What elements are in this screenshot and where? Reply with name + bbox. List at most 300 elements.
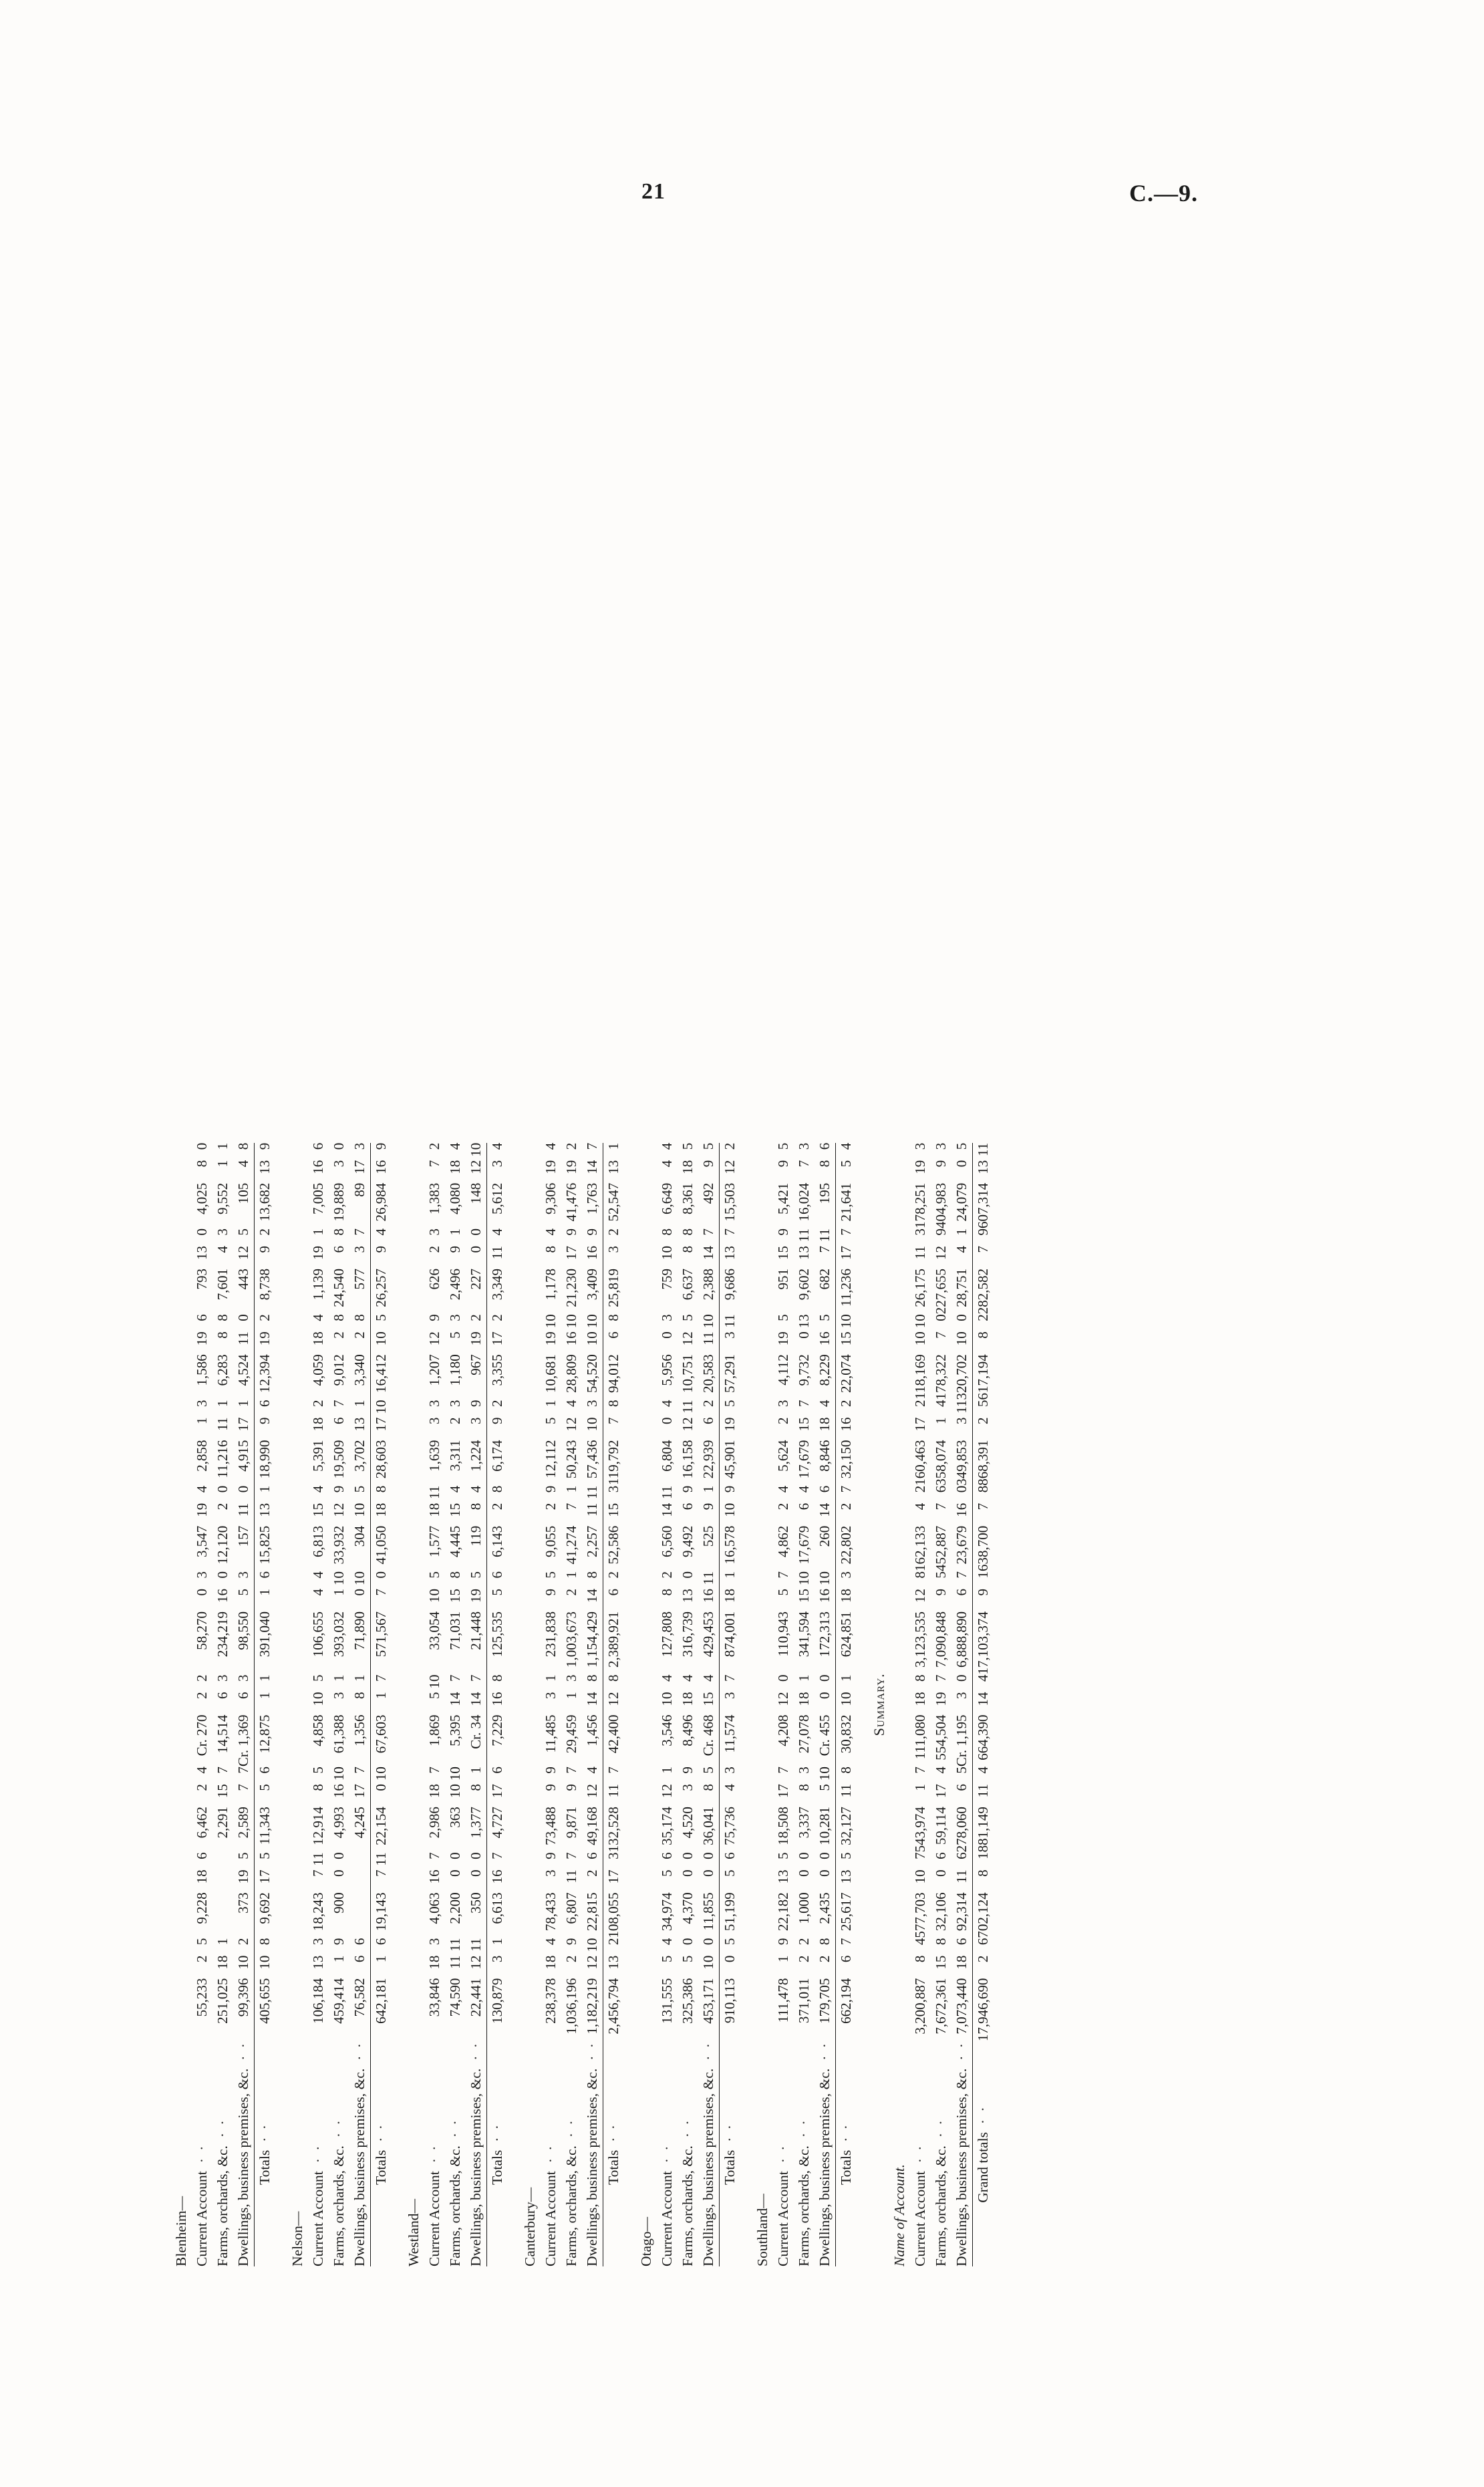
- tot2-c9-shillings: 11: [486, 1246, 508, 1269]
- tot1-c8-pounds: 16,412: [370, 1354, 392, 1400]
- r4-1-c3-pounds: 4,520: [679, 1806, 696, 1838]
- grand-c5-shillings: 9: [972, 1589, 994, 1611]
- r2-0-c9-shillings: 2: [426, 1245, 442, 1253]
- tot5-c4-pounds: 30,832: [835, 1714, 857, 1766]
- r1-1-c5-pounds: 393,032: [330, 1611, 347, 1657]
- r3-1-c9-shillings: 17: [563, 1245, 579, 1260]
- grand-c5-pounds: 17,103,374: [972, 1611, 994, 1675]
- tot0-c5-pounds: 391,040: [254, 1611, 275, 1675]
- r2-2-c5-pence: 5: [467, 1571, 484, 1578]
- district-heading-pad: [171, 1142, 192, 2041]
- sum0-c1-pounds: 3,200,887: [911, 1978, 928, 2035]
- district-heading: Canterbury—: [521, 2187, 538, 2266]
- r2-0-c2-pence: 7: [426, 1851, 442, 1859]
- r5-0-c5-pence: 7: [774, 1571, 791, 1578]
- sum0-c5-pence: 8: [911, 1571, 928, 1578]
- tot3-c1-pounds: 2,456,794: [603, 1978, 624, 2041]
- sum2-c6-shillings: 16: [953, 1502, 970, 1517]
- r1-0-c9-pence: 1: [309, 1228, 326, 1235]
- tot4-c6-shillings: 10: [719, 1502, 740, 1525]
- r1-0-c9-pounds: 1,139: [309, 1268, 326, 1300]
- r5-0-c3-pounds: 18,508: [774, 1806, 791, 1845]
- sum0-c7-shillings: 17: [911, 1417, 928, 1431]
- tot0-c6-pounds: 15,825: [254, 1525, 275, 1571]
- r2-2-c10-shillings: 12: [467, 1160, 484, 1174]
- sum2-c3-pounds: 278,060: [953, 1806, 970, 1852]
- r5-2-c7-pence: 4: [816, 1400, 833, 1407]
- grand-c8-pence: 2: [972, 1314, 994, 1331]
- r3-0-c5-pence: 5: [542, 1571, 559, 1578]
- r2-2-c8-shillings: 19: [467, 1331, 484, 1345]
- tot4-c5-pounds: 874,001: [719, 1611, 740, 1675]
- r5-1-c6-shillings: 6: [795, 1502, 812, 1510]
- r3-1-c10-shillings: 19: [563, 1160, 579, 1174]
- r3-2-c9-shillings: 16: [583, 1245, 600, 1260]
- r5-1-c8-shillings: 0: [795, 1331, 812, 1339]
- tot5-c3-pounds: 32,127: [835, 1807, 857, 1852]
- r0-1-c7-pounds: 11,216: [214, 1440, 231, 1478]
- r4-0-c4-pence: 4: [658, 1674, 675, 1682]
- tot0-c3-pence: 6: [254, 1766, 275, 1784]
- r0-2-c10-pounds: 105: [235, 1182, 251, 1204]
- grand-c2-pounds: 702,124: [972, 1892, 994, 1938]
- tot0-c6-shillings: 13: [254, 1502, 275, 1525]
- sum0-c2-shillings: 10: [911, 1869, 928, 1883]
- sum1-c10-shillings: 9: [932, 1160, 949, 1167]
- r2-0-c4-pence: 10: [426, 1674, 442, 1688]
- sum1-c8-pounds: 178,322: [932, 1353, 949, 1400]
- r0-2-c3-pounds: 2,589: [235, 1806, 251, 1838]
- sum2-c1-pence: 6: [953, 1938, 970, 1945]
- sum1-c1-shillings: 15: [932, 1955, 949, 1970]
- r3-2-c1-shillings: 12: [583, 1955, 600, 1970]
- tot1-c9-pounds: 26,257: [370, 1269, 392, 1314]
- r5-2-c3-shillings: 5: [816, 1783, 833, 1791]
- tot0-c8-shillings: 19: [254, 1331, 275, 1354]
- tot4-c7-shillings: 19: [719, 1417, 740, 1440]
- tot0-c2-pence: 5: [254, 1852, 275, 1869]
- r4-0-c9-shillings: 10: [658, 1245, 675, 1260]
- tot0-c9-pence: 2: [254, 1228, 275, 1246]
- sum1-c3-shillings: 17: [932, 1783, 949, 1798]
- r2-0-c1-shillings: 18: [426, 1955, 442, 1970]
- r0-0-c7-pounds: 2,858: [193, 1440, 210, 1472]
- r4-1-c10-shillings: 18: [679, 1160, 696, 1174]
- r1-1-c8-pounds: 9,012: [330, 1353, 347, 1386]
- r1-0-c2-pounds: 18,243: [309, 1891, 326, 1931]
- r2-0-c5-pence: 5: [426, 1571, 442, 1578]
- r0-1-c10-shillings: 1: [214, 1160, 231, 1167]
- r5-2-c1-pounds: 179,705: [816, 1978, 833, 2024]
- tot3-c3-pounds: 132,528: [603, 1807, 624, 1852]
- sum2-c4-pounds: Cr. 1,195: [953, 1714, 970, 1766]
- r4-1-c5-pounds: 316,739: [679, 1611, 696, 1657]
- r5-2-c3-pence: 10: [816, 1766, 833, 1781]
- r3-2-c4-pounds: 1,456: [583, 1714, 600, 1746]
- row-label: Dwellings, business premises, &c.· ·: [700, 2041, 716, 2266]
- r2-0-c10-pounds: 1,383: [426, 1182, 442, 1214]
- r2-0-c7-pence: 3: [426, 1400, 442, 1407]
- tot5-c1-pounds: 662,194: [835, 1978, 857, 2041]
- r5-0-c8-pounds: 4,112: [774, 1353, 791, 1386]
- tot0-c7-shillings: 9: [254, 1417, 275, 1440]
- r5-0-c8-pence: 5: [774, 1313, 791, 1321]
- r4-2-c10-pounds: 492: [700, 1182, 716, 1204]
- r2-1-c2-pence: 0: [446, 1851, 463, 1859]
- r2-1-c1-shillings: 11: [446, 1955, 463, 1969]
- r1-2-c2-shillings: [349, 1869, 371, 1892]
- r5-0-c7-pence: 3: [774, 1400, 791, 1407]
- r5-1-c4-pounds: 27,078: [795, 1714, 812, 1753]
- tot1-c2-shillings: 7: [370, 1869, 392, 1892]
- r0-2-c8-shillings: 11: [235, 1331, 251, 1345]
- tot5-c7-shillings: 16: [835, 1417, 857, 1440]
- r5-2-c2-shillings: 0: [816, 1869, 833, 1877]
- grand-c4-pence: 4: [972, 1674, 994, 1692]
- r5-0-c1-pounds: 111,478: [774, 1978, 791, 2022]
- grand-c8-shillings: 8: [972, 1331, 994, 1354]
- r2-0-c5-shillings: 10: [426, 1588, 442, 1603]
- sum1-c8-shillings: 7: [932, 1331, 949, 1339]
- r0-2-c9-pounds: 443: [235, 1268, 251, 1289]
- r2-0-c10-pence: 2: [426, 1142, 442, 1150]
- r4-2-c9-pence: 7: [700, 1228, 716, 1235]
- row-spacer: [392, 1142, 404, 2266]
- r5-0-c4-pounds: 4,208: [774, 1714, 791, 1746]
- tot4-c1-pence: 5: [719, 1938, 740, 1955]
- r1-2-c4-pence: 1: [351, 1674, 367, 1682]
- r0-0-c4-pounds: Cr. 270: [193, 1714, 210, 1756]
- tot5-c2-pence: 5: [835, 1852, 857, 1869]
- r4-0-c5-shillings: 8: [658, 1588, 675, 1595]
- r1-2-c6-shillings: 10: [351, 1502, 367, 1517]
- r2-0-c7-shillings: 3: [426, 1417, 442, 1424]
- r2-0-c3-pounds: 2,986: [426, 1806, 442, 1838]
- tot5-c5-pounds: 624,851: [835, 1611, 857, 1675]
- r1-1-c5-shillings: 1: [330, 1588, 347, 1595]
- r4-0-c4-pounds: 3,546: [658, 1714, 675, 1746]
- r1-0-c2-shillings: 7: [309, 1869, 326, 1877]
- r0-1-c9-pence: 3: [214, 1228, 231, 1235]
- r1-2-c9-shillings: 3: [351, 1245, 367, 1253]
- r1-0-c6-shillings: 15: [309, 1502, 326, 1517]
- r3-1-c6-pounds: 41,274: [563, 1525, 579, 1564]
- sum0-c8-shillings: 10: [911, 1331, 928, 1345]
- row-label: Farms, orchards, &c.· ·: [563, 2117, 579, 2266]
- r2-2-c10-pounds: 148: [467, 1182, 484, 1204]
- r5-0-c4-shillings: 12: [774, 1692, 791, 1706]
- tot4-c10-shillings: 12: [719, 1160, 740, 1182]
- table-row: [192, 1142, 212, 2266]
- r1-1-c2-shillings: 0: [330, 1869, 347, 1877]
- tot1-c6-shillings: 18: [370, 1502, 392, 1525]
- r0-0-c5-shillings: 0: [193, 1588, 210, 1595]
- r2-1-c8-pence: 3: [446, 1313, 463, 1321]
- r4-1-c9-shillings: 8: [679, 1245, 696, 1253]
- r0-0-c9-pence: 0: [193, 1228, 210, 1235]
- r0-0-c2-pence: 6: [193, 1851, 210, 1859]
- r3-1-c3-pence: 7: [563, 1766, 579, 1774]
- r5-1-c5-shillings: 15: [795, 1588, 812, 1603]
- row-spacer: [740, 1142, 752, 2266]
- tot3-c6-pence: 3: [603, 1485, 624, 1502]
- r1-2-c1-shillings: 6: [351, 1955, 367, 1962]
- r3-1-c8-pence: 10: [563, 1313, 579, 1328]
- r2-2-c4-pounds: Cr. 34: [467, 1714, 484, 1749]
- sum0-c2-pence: 7: [911, 1851, 928, 1859]
- tot1-c2-pence: 11: [370, 1852, 392, 1869]
- r3-2-c5-pence: 8: [583, 1571, 600, 1578]
- tot2-c7-shillings: 9: [486, 1417, 508, 1440]
- r1-2-c5-pence: 10: [351, 1571, 367, 1585]
- r4-1-c5-pence: 0: [679, 1571, 696, 1578]
- r5-2-c6-pence: 6: [816, 1485, 833, 1492]
- r3-0-c9-pounds: 1,178: [542, 1268, 559, 1300]
- sum0-c7-pence: 2: [911, 1400, 928, 1407]
- r2-0-c4-shillings: 5: [426, 1692, 442, 1699]
- tot1-c3-pence: 10: [370, 1766, 392, 1784]
- sum0-c10-pounds: 178,251: [911, 1182, 928, 1228]
- r1-0-c5-pence: 4: [309, 1571, 326, 1578]
- r2-0-c2-shillings: 16: [426, 1869, 442, 1883]
- r5-1-c8-pounds: 9,732: [795, 1353, 812, 1386]
- r4-2-c6-shillings: 9: [700, 1502, 716, 1510]
- tot5-c4-shillings: 10: [835, 1692, 857, 1714]
- tot2-c7-pence: 2: [486, 1400, 508, 1417]
- table-row: [349, 1142, 371, 2266]
- r4-2-c3-pence: 5: [700, 1766, 716, 1774]
- r1-0-c10-pence: 6: [309, 1142, 326, 1150]
- r1-0-c5-pounds: 106,655: [309, 1611, 326, 1657]
- r1-1-c2-pounds: 900: [330, 1891, 347, 1914]
- table-row: [233, 1142, 255, 2266]
- r0-2-c7-shillings: 17: [235, 1417, 251, 1431]
- tot2-c2-pounds: 6,613: [486, 1892, 508, 1938]
- r5-0-c4-pence: 0: [774, 1674, 791, 1682]
- r0-2-c2-shillings: 19: [235, 1869, 251, 1883]
- sum1-c6-pence: 6: [932, 1485, 949, 1492]
- r4-0-c9-pence: 8: [658, 1228, 675, 1235]
- tot1-c5-pence: 0: [370, 1571, 392, 1589]
- row-label: Farms, orchards, &c.· ·: [446, 2117, 463, 2266]
- r5-2-c6-shillings: 14: [816, 1502, 833, 1517]
- r0-2-c5-pounds: 98,550: [235, 1611, 251, 1650]
- r3-0-c1-shillings: 18: [542, 1955, 559, 1970]
- r5-0-c2-shillings: 13: [774, 1869, 791, 1883]
- r0-1-c2-pounds: [212, 1892, 233, 1938]
- table-row: [698, 1142, 720, 2266]
- row-spacer: [857, 1142, 869, 2266]
- tot2-c8-pounds: 3,355: [486, 1354, 508, 1400]
- r3-2-c5-shillings: 14: [583, 1588, 600, 1603]
- r3-2-c2-pounds: 22,815: [583, 1891, 600, 1931]
- r3-1-c4-shillings: 1: [563, 1692, 579, 1699]
- r1-1-c9-shillings: 6: [330, 1245, 347, 1253]
- r2-0-c9-pence: 3: [426, 1228, 442, 1235]
- tot3-c7-shillings: 7: [603, 1417, 624, 1440]
- sum0-c3-pence: 7: [911, 1766, 928, 1774]
- tot2-c6-pounds: 6,143: [486, 1525, 508, 1571]
- r2-1-c2-pounds: 2,200: [446, 1891, 463, 1924]
- r2-0-c8-shillings: 12: [426, 1331, 442, 1345]
- r0-1-c1-pence: 1: [214, 1938, 231, 1945]
- tot4-c7-pence: 5: [719, 1400, 740, 1417]
- r1-1-c7-pounds: 19,509: [330, 1440, 347, 1478]
- r3-0-c3-pounds: 73,488: [542, 1806, 559, 1845]
- r0-2-c10-shillings: 4: [235, 1160, 251, 1167]
- r0-0-c8-shillings: 19: [193, 1331, 210, 1345]
- r3-2-c10-shillings: 14: [583, 1160, 600, 1174]
- r0-2-c4-pence: 3: [235, 1674, 251, 1682]
- rotated-table-inner: [131, 141, 1354, 2347]
- r3-1-c6-shillings: 7: [563, 1502, 579, 1510]
- row-label: Current Account· ·: [774, 2143, 791, 2266]
- r2-1-c7-pence: 3: [446, 1400, 463, 1407]
- r3-0-c7-pounds: 12,112: [542, 1440, 559, 1478]
- r3-0-c1-pence: 4: [542, 1938, 559, 1945]
- r2-0-c9-pounds: 626: [426, 1268, 442, 1289]
- summary-row: [931, 1142, 951, 2266]
- r4-0-c1-pounds: 131,555: [658, 1978, 675, 2024]
- r0-2-c2-pounds: 373: [235, 1891, 251, 1914]
- r4-1-c10-pence: 5: [679, 1142, 696, 1150]
- r0-1-c6-pence: 0: [214, 1485, 231, 1492]
- r0-1-c5-pounds: 234,219: [214, 1611, 231, 1657]
- sum0-c10-pence: 3: [911, 1142, 928, 1150]
- sum2-c8-pence: 0: [953, 1313, 970, 1321]
- tot1-c8-pence: 5: [370, 1314, 392, 1331]
- r0-0-c3-pounds: 6,462: [193, 1806, 210, 1838]
- r0-1-c8-shillings: 8: [214, 1331, 231, 1339]
- tot2-c6-shillings: 2: [486, 1502, 508, 1525]
- tot4-c9-shillings: 13: [719, 1246, 740, 1269]
- tot0-c1-pounds: 405,655: [254, 1978, 275, 2041]
- r2-1-c7-pounds: 3,311: [446, 1440, 463, 1471]
- r5-2-c4-pounds: Cr. 455: [816, 1714, 833, 1756]
- summary-heading: Summary.: [870, 1672, 887, 1736]
- r4-1-c7-pounds: 16,158: [679, 1440, 696, 1478]
- tot5-c6-pounds: 22,802: [835, 1525, 857, 1571]
- district-heading-pad: [520, 1142, 541, 2041]
- r3-2-c6-pounds: 2,257: [583, 1525, 600, 1557]
- r0-2-c2-pence: 5: [235, 1851, 251, 1859]
- r2-2-c9-pence: 0: [467, 1228, 484, 1235]
- r1-1-c10-pence: 0: [330, 1142, 347, 1150]
- sum0-c5-pounds: 3,123,535: [911, 1611, 928, 1668]
- sum2-c6-pounds: 23,679: [953, 1525, 970, 1564]
- r3-1-c2-pounds: 6,807: [563, 1891, 579, 1924]
- sum1-c9-pence: 9: [932, 1228, 949, 1235]
- r0-0-c10-pence: 0: [193, 1142, 210, 1150]
- r3-0-c1-pounds: 238,378: [542, 1978, 559, 2024]
- r4-1-c2-shillings: 0: [679, 1869, 696, 1877]
- tot0-c2-shillings: 17: [254, 1869, 275, 1892]
- r1-0-c8-pence: 4: [309, 1313, 326, 1321]
- r3-2-c4-pence: 8: [583, 1674, 600, 1682]
- tot2-c3-pence: 6: [486, 1766, 508, 1784]
- district-heading: Westland—: [405, 2198, 422, 2266]
- r0-0-c3-pence: 4: [193, 1766, 210, 1774]
- sum1-c5-pounds: 7,090,848: [932, 1611, 949, 1668]
- r1-0-c7-pence: 2: [309, 1400, 326, 1407]
- totals-row: [370, 1142, 392, 2266]
- r1-1-c3-shillings: 16: [330, 1783, 347, 1798]
- tot1-c4-shillings: 1: [370, 1692, 392, 1714]
- summary-row: [951, 1142, 973, 2266]
- r5-0-c9-pence: 9: [774, 1228, 791, 1235]
- r3-2-c1-pounds: 1,182,219: [583, 1978, 600, 2035]
- tot0-c10-shillings: 13: [254, 1160, 275, 1182]
- sum2-c9-pounds: 28,751: [953, 1268, 970, 1307]
- tot1-c5-pounds: 571,567: [370, 1611, 392, 1675]
- r2-1-c2-shillings: 0: [446, 1869, 463, 1877]
- r1-1-c6-pounds: 33,932: [330, 1525, 347, 1564]
- r3-0-c9-pence: 4: [542, 1228, 559, 1235]
- sum2-c7-pence: 11: [953, 1400, 970, 1414]
- r5-2-c10-pounds: 195: [816, 1182, 833, 1204]
- sum1-c4-pounds: 554,504: [932, 1714, 949, 1760]
- r4-1-c4-shillings: 18: [679, 1692, 696, 1706]
- r3-2-c6-pence: 11: [583, 1485, 600, 1499]
- r5-2-c2-pence: 0: [816, 1851, 833, 1859]
- r1-2-c5-shillings: 0: [351, 1588, 367, 1595]
- r2-2-c5-pounds: 21,448: [467, 1611, 484, 1650]
- r5-2-c5-pence: 10: [816, 1571, 833, 1585]
- r5-0-c10-shillings: 9: [774, 1160, 791, 1167]
- tot2-c10-shillings: 3: [486, 1160, 508, 1182]
- r1-2-c7-pounds: 3,702: [351, 1440, 367, 1472]
- district-heading: Nelson—: [289, 2211, 305, 2266]
- table-row: [329, 1142, 349, 2266]
- r4-1-c7-shillings: 12: [679, 1417, 696, 1431]
- r1-2-c3-shillings: 17: [351, 1783, 367, 1798]
- sum1-c7-pounds: 358,074: [932, 1440, 949, 1486]
- r2-2-c3-pence: 1: [467, 1766, 484, 1774]
- r2-0-c3-pence: 7: [426, 1766, 442, 1774]
- r3-2-c7-pounds: 57,436: [583, 1440, 600, 1478]
- r3-1-c2-shillings: 11: [563, 1869, 579, 1883]
- r1-1-c1-pence: 9: [330, 1938, 347, 1945]
- tot3-c1-shillings: 13: [603, 1955, 624, 1978]
- sum2-c5-pounds: 6,888,890: [953, 1611, 970, 1668]
- r0-2-c6-pounds: 157: [235, 1525, 251, 1547]
- r4-0-c3-pence: 1: [658, 1766, 675, 1774]
- r1-1-c8-pence: 8: [330, 1313, 347, 1321]
- r1-2-c1-pounds: 76,582: [351, 1978, 367, 2016]
- r3-1-c6-pence: 1: [563, 1485, 579, 1492]
- row-label: Farms, orchards, &c.· ·: [795, 2117, 812, 2266]
- r3-1-c9-pence: 9: [563, 1228, 579, 1235]
- tot0-c1-pence: 8: [254, 1938, 275, 1955]
- r4-2-c7-pounds: 22,939: [700, 1440, 716, 1478]
- r0-1-c6-shillings: 2: [214, 1502, 231, 1510]
- r0-0-c6-pounds: 3,547: [193, 1525, 210, 1557]
- r5-0-c6-pence: 4: [774, 1485, 791, 1492]
- r4-0-c7-shillings: 0: [658, 1417, 675, 1424]
- r5-1-c5-pounds: 341,594: [795, 1611, 812, 1657]
- tot4-c2-shillings: 5: [719, 1869, 740, 1892]
- r3-2-c7-shillings: 10: [583, 1417, 600, 1431]
- r5-0-c5-pounds: 110,943: [774, 1611, 791, 1656]
- sum2-c10-pence: 5: [953, 1142, 970, 1150]
- r4-0-c8-pence: 3: [658, 1313, 675, 1321]
- r2-1-c3-pounds: 363: [446, 1806, 463, 1828]
- r4-1-c1-pounds: 325,386: [679, 1978, 696, 2024]
- r0-1-c10-pence: 1: [214, 1142, 231, 1150]
- r1-2-c4-pounds: 1,356: [351, 1714, 367, 1746]
- r0-0-c2-pounds: 9,228: [193, 1891, 210, 1924]
- tot0-c9-shillings: 9: [254, 1246, 275, 1269]
